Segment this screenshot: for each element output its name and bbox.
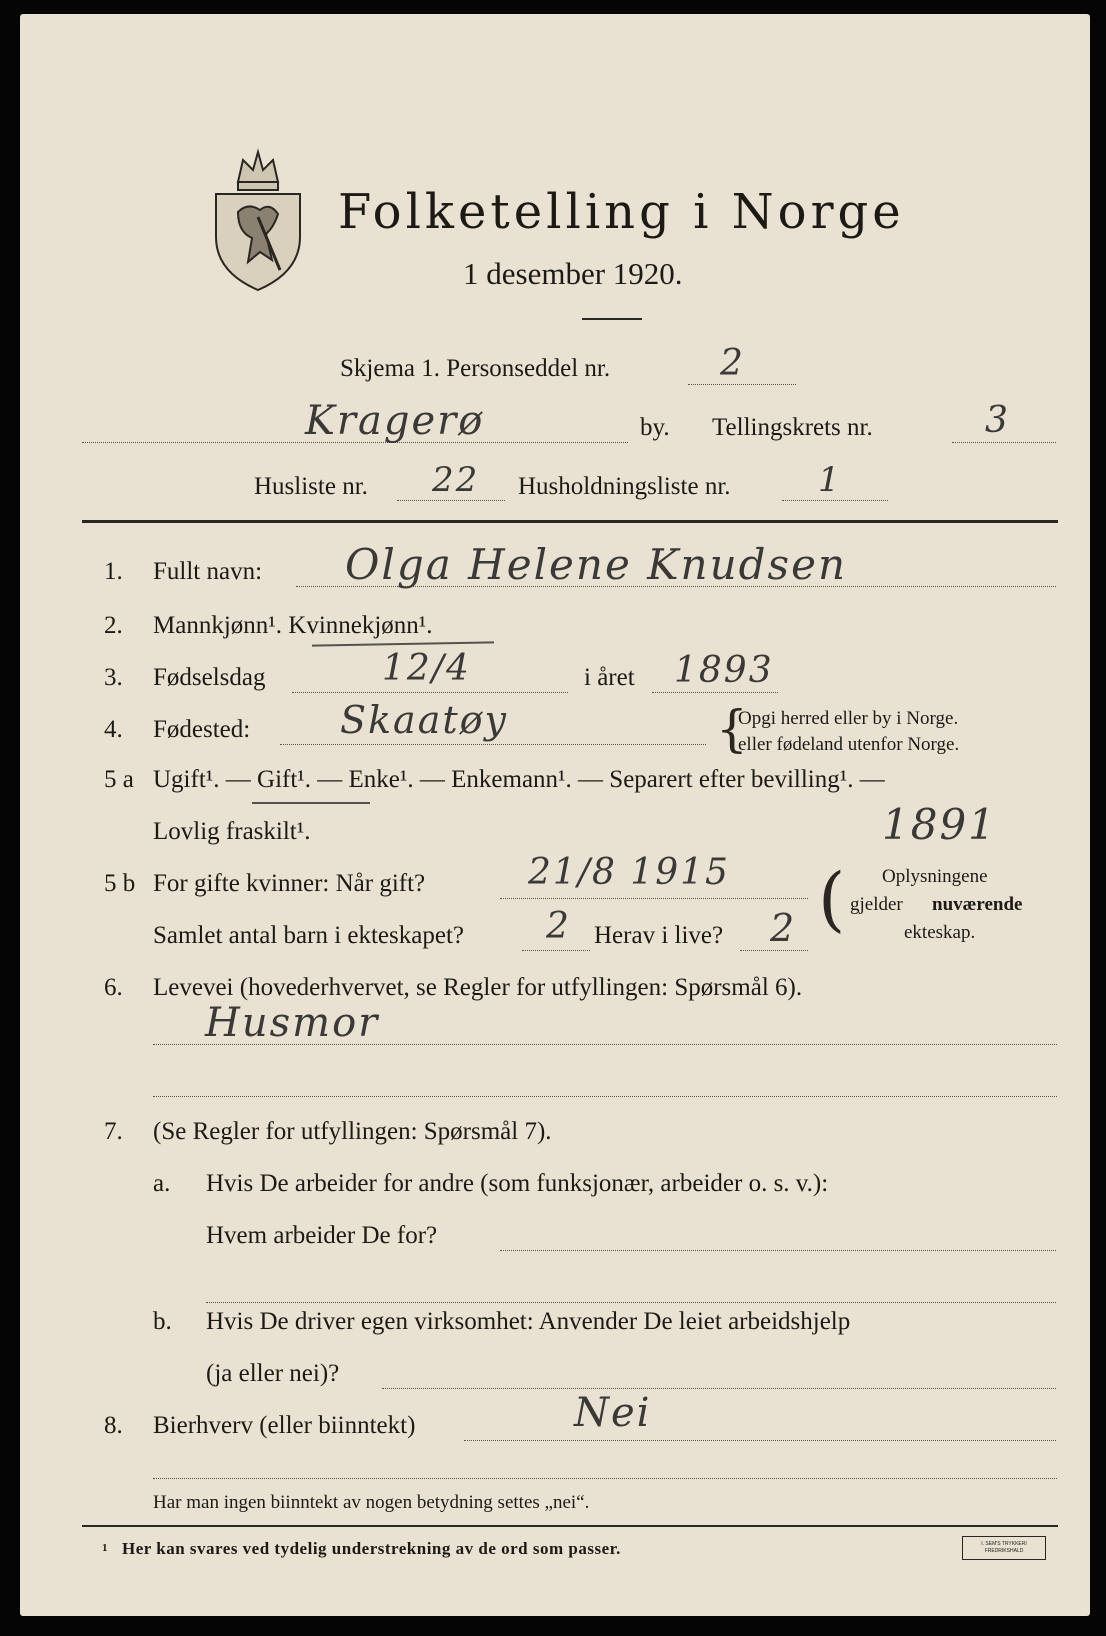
q5b-children-value[interactable]: 2 (546, 906, 571, 947)
q7-number: 7. (104, 1118, 123, 1145)
header-divider (82, 520, 1058, 523)
q6-label: Levevei (hovederhvervet, se Regler for utfyllingen: Spørsmål 6). (153, 974, 803, 1001)
q5b-alive-value[interactable]: 2 (770, 906, 797, 950)
husholdningsliste-value[interactable]: 1 (818, 460, 842, 500)
footer-divider (82, 1525, 1058, 1527)
q7a-letter: a. (153, 1170, 171, 1197)
q5b-alive-field-line (740, 950, 808, 951)
q1-full-name-value[interactable]: Olga Helene Knudsen (345, 540, 847, 589)
q1-label: Fullt navn: (153, 558, 263, 585)
q6-occupation-value[interactable]: Husmor (205, 1000, 380, 1046)
q5b-married-date-value[interactable]: 21/8 1915 (528, 852, 730, 893)
q4-number: 4. (104, 716, 123, 743)
footnote-text: Her kan svares ved tydelig understrekning av de ord som passer. (122, 1539, 621, 1558)
census-date: 1 desember 1920. (463, 256, 683, 291)
q3-birthday-field-line (292, 692, 568, 693)
q5a-number: 5 a (104, 766, 134, 793)
by-label: by. (640, 414, 670, 441)
q7b-label-line2: (ja eller nei)? (206, 1360, 340, 1387)
q4-field-line (280, 744, 706, 745)
printer-stamp: I. SEM'S TRYKKERI FREDRIKSHALD (962, 1536, 1046, 1560)
q5b-married-field-line (500, 898, 808, 899)
q5b-note-line1: Oplysningene (882, 866, 988, 887)
q5b-alive-label: Herav i live? (594, 922, 724, 949)
q5a-label-line2: Lovlig fraskilt¹. (153, 818, 311, 845)
q7b-label: Hvis De driver egen virksomhet: Anvender De leiet arbeidshjelp (206, 1308, 851, 1335)
husliste-label: Husliste nr. (254, 473, 368, 500)
q3-label: Fødselsdag (153, 664, 266, 691)
q7a-field-line1 (500, 1250, 1056, 1251)
q7a-label-line2: Hvem arbeider De for? (206, 1222, 438, 1249)
q5b-label: For gifte kvinner: Når gift? (153, 870, 426, 897)
q5b-note-brace: ( (818, 858, 846, 940)
q8-field-line1 (464, 1440, 1056, 1441)
q6-field-line2 (153, 1096, 1057, 1097)
husholdningsliste-field-line (782, 500, 888, 501)
q5b-note-line3: ekteskap. (904, 922, 976, 943)
q4-note-line1: Opgi herred eller by i Norge. (738, 708, 959, 729)
q3-birthday-value[interactable]: 12/4 (382, 648, 471, 689)
skjema-label: Skjema 1. Personseddel nr. (340, 355, 611, 382)
q5b-number: 5 b (104, 870, 136, 897)
tellingskrets-value[interactable]: 3 (985, 400, 1010, 441)
tellingskrets-field-line (952, 442, 1056, 443)
footnote-mark: 1 (102, 1542, 108, 1554)
q4-note-brace: { (716, 700, 748, 758)
q8-field-line2 (153, 1478, 1057, 1479)
q8-number: 8. (104, 1412, 123, 1439)
q4-label: Fødested: (153, 716, 251, 743)
q4-note-line2: eller fødeland utenfor Norge. (738, 734, 960, 755)
q3-year-field-line (652, 692, 778, 693)
q5a-gift-underline (252, 802, 370, 804)
tellingskrets-label: Tellingskrets nr. (712, 414, 873, 441)
page-title: Folketelling i Norge (338, 184, 905, 240)
q7b-field-line (382, 1388, 1056, 1389)
skjema-field-line (688, 384, 796, 385)
q7a-label: Hvis De arbeider for andre (som funksjonær, arbeider o. s. v.): (206, 1170, 829, 1197)
q5b-note-line2a: gjelder (850, 894, 903, 915)
city-value[interactable]: Kragerø (305, 398, 485, 444)
q5a-marriage-year-note[interactable]: 1891 (882, 800, 997, 849)
q3-number: 3. (104, 664, 123, 691)
q6-number: 6. (104, 974, 123, 1001)
q7-label: (Se Regler for utfyllingen: Spørsmål 7). (153, 1118, 552, 1145)
q2-label: Mannkjønn¹. Kvinnekjønn¹. (153, 612, 433, 639)
q7b-letter: b. (153, 1308, 172, 1335)
q3-year-value[interactable]: 1893 (674, 650, 774, 691)
q5b-children-label: Samlet antal barn i ekteskapet? (153, 922, 464, 949)
q1-number: 1. (104, 558, 123, 585)
q8-side-income-value[interactable]: Nei (574, 1390, 652, 1436)
footer-note: Har man ingen biinntekt av nogen betydning settes „nei“. (153, 1492, 590, 1513)
title-divider (582, 318, 642, 320)
skjema-value[interactable]: 2 (720, 343, 745, 384)
husliste-value[interactable]: 22 (432, 460, 480, 500)
q7a-field-line2 (206, 1302, 1056, 1303)
q4-birthplace-value[interactable]: Skaatøy (340, 698, 508, 742)
q5b-children-field-line (522, 950, 590, 951)
norwegian-coat-of-arms-icon (208, 142, 308, 292)
q8-label: Bierhverv (eller biinntekt) (153, 1412, 416, 1439)
q5b-note-line2b: nuværende (932, 894, 1023, 915)
husholdningsliste-label: Husholdningsliste nr. (518, 473, 731, 500)
q5a-label: Ugift¹. — Gift¹. — Enke¹. — Enkemann¹. — Separert efter bevilling¹. — (153, 766, 885, 793)
q3-year-label: i året (584, 664, 635, 691)
q2-number: 2. (104, 612, 123, 639)
husliste-field-line (397, 500, 505, 501)
